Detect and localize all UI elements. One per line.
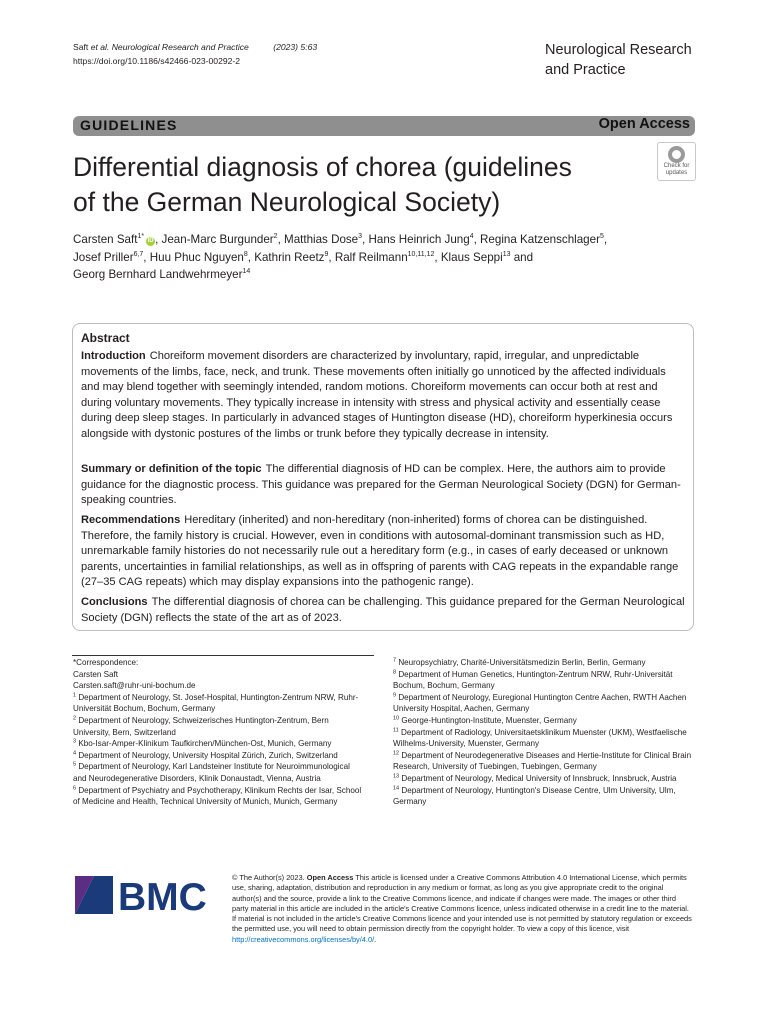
running-volume: (2023) 5:63 [273,42,318,52]
section-label: Introduction [81,350,146,362]
author-affiliation-sup: 8 [243,250,248,258]
license-suffix: . [374,934,377,944]
footnote-divider [72,655,374,656]
correspondence-email[interactable]: Carsten.saft@ruhr-uni-bochum.de [73,681,196,691]
affiliation-item [73,750,363,762]
running-header [73,41,317,68]
affiliation-item [393,657,693,669]
affiliation-text: Department of Neurodegenerative Diseases and Hertie-Institute for Clinical Brain Research, University of Tuebingen, Tuebingen, Germany [393,750,692,772]
section-label: Recommendations [81,514,181,526]
affiliation-item [393,692,693,715]
affiliation-number: 13 [393,773,400,780]
affiliation-item [393,669,693,692]
affiliation-text: Department of Neurology, Karl Landsteiner Institute for Neuroimmunological and Neurodegenerative Disorders, Klinik Donaustadt, Vienna, Austria [73,762,350,783]
author-affiliation-sup: 5 [599,233,604,241]
affiliation-number: 1 [73,692,77,699]
article-type-bar [73,116,695,136]
affiliation-text: Department of Human Genetics, Huntington-Zentrum NRW, Ruhr-Universität Bochum, Bochum, Germany [393,669,673,691]
journal-name-line1: Neurological Research [545,42,692,58]
title-line1: Differential diagnosis of chorea (guidelines [73,152,572,182]
affiliation-text: Neuropsychiatry, Charité-Universitätsmedizin Berlin, Berlin, Germany [398,658,646,667]
affiliation-number: 4 [73,750,77,757]
copyright: © The Author(s) 2023. [232,873,305,882]
author-affiliation-sup: 3 [358,233,363,241]
affiliation-list-left [73,692,363,808]
author-name[interactable]: Regina Katzenschlager [480,233,600,246]
author-name[interactable]: Kathrin Reetz [254,250,325,264]
author-name[interactable]: Matthias Dose [284,233,359,246]
section-text: The differential diagnosis of chorea can be challenging. This guidance prepared for the German Neurological Society (DGN) reflects the state of the art as of 2023. [81,596,685,624]
author-affiliation-sup: 9 [324,250,329,258]
affiliation-number: 5 [73,761,77,768]
author-affiliation-sup: 6,7 [133,250,144,258]
article-title [73,150,643,220]
affiliation-item [393,773,693,785]
article-type-label: GUIDELINES [80,117,178,133]
author-affiliation-sup: 1* [137,233,145,241]
affiliation-number: 11 [393,726,399,733]
affiliation-text: Department of Neurology, Schweizerisches Huntington-Zentrum, Bern University, Bern, Switzerland [73,715,329,737]
abstract-summary [81,462,686,509]
abstract-conclusions [81,595,686,626]
license-open-access: Open Access [306,873,354,882]
license-body: This article is licensed under a Creative Commons Attribution 4.0 International License, which permits use, sharing, adaptation, distribution and reproduction in any medium or format, as long as you give appropriate credit to the original author(s) and the source, provide a link to the Creative Commons licence, and indicate if changes were made. The images or other third party material in this article are included in the article's Creative Commons licence, unless indicated otherwise in a credit line to the material. If material is not included in the article's Creative Commons licence and your intended use is not permitted by statutory regulation or exceeds the permitted use, you will need to obtain permission directly from the copyright holder. To view a copy of this licence, visit [232,873,692,934]
affiliation-text: Department of Neurology, Medical University of Innsbruck, Innsbruck, Austria [401,773,677,783]
bmc-logo-text: BMC [118,876,207,914]
check-updates-line1: Check for [663,163,690,169]
affiliation-item [73,715,363,738]
affiliation-text: George-Huntington-Institute, Muenster, Germany [401,715,577,725]
affiliation-number: 7 [393,657,397,664]
section-label: Summary or definition of the topic [81,463,262,475]
author-name[interactable]: Georg Bernhard Landwehrmeyer [73,268,243,281]
license-link[interactable]: http://creativecommons.org/licenses/by/4.0/ [232,934,375,944]
running-etal: et al. [90,42,110,52]
running-journal: Neurological Research and Practice [111,42,249,52]
affiliation-item [393,750,693,773]
journal-name [545,40,745,80]
affiliation-item [73,738,363,750]
section-text: The differential diagnosis of HD can be complex. Here, the authors aim to provide guidance for the diagnostic process. This guidance was prepared for the German Neurological Society (DGN) for German-speaking countries. [81,463,681,506]
affiliations-right [393,657,693,808]
affiliation-text: Department of Neurology, Euregional Huntington Centre Aachen, RWTH Aachen University Hospital, Aachen, Germany [393,692,687,714]
affiliation-item [393,727,693,750]
affiliation-number: 3 [73,738,77,745]
journal-name-line2: and Practice [545,62,626,78]
affiliation-number: 9 [393,692,397,699]
title-line2: of the German Neurological Society) [73,187,501,217]
author-name[interactable]: Huu Phuc Nguyen [149,250,244,264]
author-affiliation-sup: 14 [242,268,251,276]
check-updates-line2: updates [665,169,688,176]
affiliation-number: 6 [73,784,77,791]
affiliation-text: Department of Radiology, Universitaetsklinikum Muenster (UKM), Westfaelische Wilhelms-University, Muenster, Germany [393,727,687,749]
running-authors: Saft [73,42,89,52]
abstract-heading: Abstract [81,331,130,345]
affiliation-text: Department of Neurology, St. Josef-Hospital, Huntington-Zentrum NRW, Ruhr-Universität Bochum, Bochum, Germany [73,692,359,714]
affiliation-item [73,785,363,808]
running-citation [73,41,317,55]
author-name[interactable]: Josef Priller [73,250,134,264]
affiliation-item [393,785,693,808]
affiliation-text: Department of Psychiatry and Psychotherapy, Klinikum Rechts der Isar, School of Medicine and Health, Technical University of Munich, Munich, Germany [73,785,362,807]
affiliation-text: Kbo-Isar-Amper-Klinikum Taufkirchen/München-Ost, Munich, Germany [78,739,332,749]
affiliation-item [73,692,363,715]
check-updates-text [658,163,695,176]
author-affiliation-sup: 10,11,12 [407,250,435,258]
section-text: Hereditary (inherited) and non-hereditary (non-inherited) forms of chorea can be distinguished. Therefore, the family history is crucial. However, even in conditions with autosomal-dominant transmission such as HD, unremarkable family histories do not necessarily rule out a hereditary form (e.g., in cases of early deceased or unknown parents, uncertainties in familial relationships, as well as in offspring of parents with CAG repeats in the expandable range (27–35 CAG repeats) which may display expansions into the pathogenic range). [81,514,679,588]
author-list: Carsten Saft$^{1*}$iD , Jean-Marc Burgunder$^2$, Matthias Dose$^3$, Hans Heinrich Jung$^4$, Regina Katzenschlager$^5$, Josef Priller$^{6,7}$, Huu Phuc Nguyen$^8$, Kathrin Reetz$^9$, Ralf Reilmann$^{10,11,12}$, Klaus Seppi$^{13}$ and Georg Bernhard Landwehrmeyer$^{14}$ [73,233,608,281]
affiliation-number: 2 [73,715,77,722]
author-name[interactable]: Jean-Marc Burgunder [161,233,274,246]
bmc-logo [75,876,215,914]
affiliation-item [73,761,363,784]
check-for-updates-button[interactable] [657,142,696,181]
author-name[interactable]: Ralf Reilmann [334,250,408,264]
affiliations-left [73,657,363,808]
affiliation-number: 10 [393,715,400,722]
affiliation-number: 8 [393,668,397,675]
affiliation-text: Department of Neurology, Huntington's Disease Centre, Ulm University, Ulm, Germany [393,785,676,807]
affiliation-item [393,715,693,727]
author-name[interactable]: Carsten Saft [73,233,138,246]
author-affiliation-sup: 2 [273,233,278,241]
abstract-recommendations [81,513,686,591]
author-name[interactable]: Hans Heinrich Jung [368,233,470,246]
author-affiliation-sup: 4 [469,233,474,241]
author-name[interactable]: Klaus Seppi [440,250,503,264]
section-text: Choreiform movement disorders are characterized by involuntary, rapid, irregular, and unpredictable movements of the limbs, face, neck, and trunk. These movements often initially go unnoticed by the affected individuals and may blend together with seemingly intended, random motions. Choreiform movements can occur both at rest and during voluntary movements. They typically increase in intensity with stress and physical activity and essentially cease during deep sleep stages. In particularly in advanced stages of Huntington disease (HD), choreiform hyperkinesia occurs alongside with dystonic postures of the limbs or trunk before they typically decrease in intensity. [81,350,673,440]
correspondence-name: Carsten Saft [73,669,118,679]
check-updates-icon [668,146,685,163]
abstract-introduction [81,349,686,442]
orcid-icon[interactable]: iD [147,238,154,244]
author-affiliation-sup: 13 [502,250,511,258]
affiliation-text: Department of Neurology, University Hospital Zürich, Zurich, Switzerland [78,750,338,760]
doi-link[interactable]: https://doi.org/10.1186/s42466-023-00292-2 [73,55,241,66]
license-text [232,873,692,945]
affiliation-number: 12 [393,750,400,757]
open-access-label: Open Access [598,116,690,132]
section-label: Conclusions [81,596,148,608]
correspondence-label: *Correspondence: [73,658,139,667]
affiliation-number: 14 [393,784,400,791]
